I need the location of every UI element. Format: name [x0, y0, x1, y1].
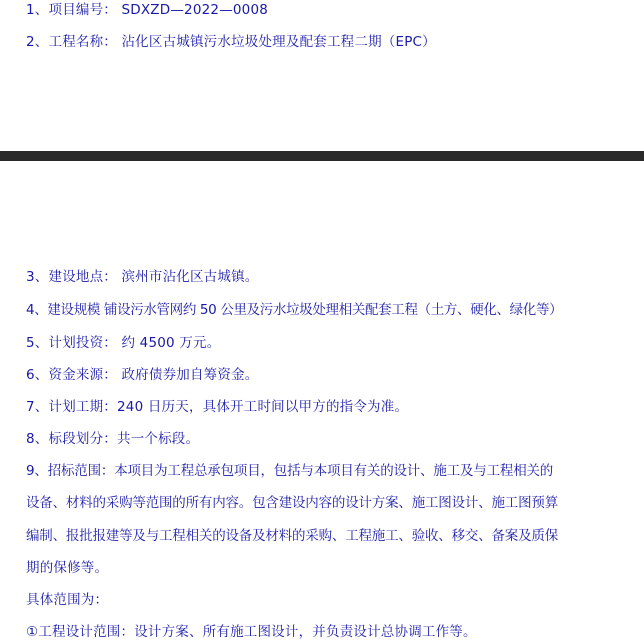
bidding-scope-line-3: 编制、报批报建等及与工程相关的设备及材料的采购、工程施工、验收、移交、备案及质保 [26, 528, 558, 544]
bidding-scope-line-4: 期的保修等。 [26, 560, 109, 576]
bidding-scope-line-1: 9、招标范围：本项目为工程总承包项目，包括与本项目有关的设计、施工及与工程相关的 [26, 463, 554, 479]
project-number-line: 1、项目编号： SDXZD—2022—0008 [26, 2, 269, 18]
construction-scale-line: 4、建设规模 铺设污水管网约 50 公里及污水垃圾处理相关配套工程（土方、硬化、绿化等） [26, 302, 563, 318]
page-break-divider [0, 151, 644, 161]
bid-section-line: 8、标段划分：共一个标段。 [26, 431, 200, 447]
specific-scope-heading: 具体范围为： [26, 592, 109, 608]
planned-investment-line: 5、计划投资： 约 4500 万元。 [26, 335, 221, 351]
planned-duration-line: 7、计划工期：240 日历天，具体开工时间以甲方的指令为准。 [26, 399, 409, 415]
project-name-line: 2、工程名称： 沾化区古城镇污水垃圾处理及配套工程二期（EPC） [26, 34, 436, 50]
design-scope-line: ①工程设计范围：设计方案、所有施工图设计，并负责设计总协调工作等。 [26, 624, 477, 640]
construction-location-line: 3、建设地点： 滨州市沾化区古城镇。 [26, 269, 259, 285]
fund-source-line: 6、资金来源： 政府债券加自筹资金。 [26, 367, 259, 383]
bidding-scope-line-2: 设备、材料的采购等范围的所有内容。包含建设内容的设计方案、施工图设计、施工图预算 [26, 495, 558, 511]
